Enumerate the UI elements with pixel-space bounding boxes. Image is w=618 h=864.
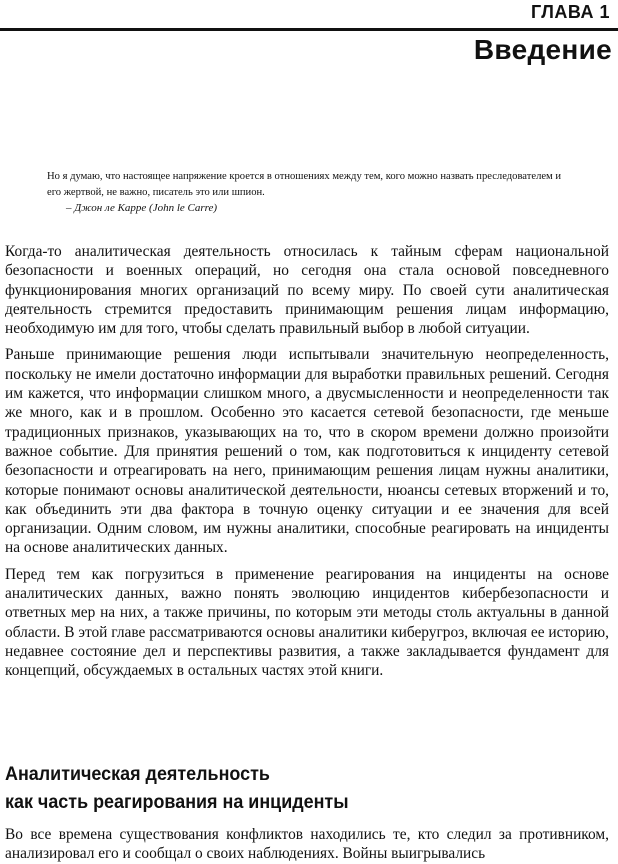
header-rule [0,28,618,31]
section-heading-line: как часть реагирования на инциденты [5,791,349,813]
epigraph-quote: Но я думаю, что настоящее напряжение кроется в отношениях между тем, кого можно назвать преследователем и его жертвой, не важно, писатель это или шпион. [47,171,562,198]
paragraph: Во все времена существования конфликтов находились те, кто следил за противником, анализировал его и сообщал о своих наблюдениях. Войны выигрывались [5,826,609,863]
section-body-text [5,825,609,864]
section-heading [5,760,561,816]
paragraph: Перед тем как погрузиться в применение реагирования на инциденты на основе аналитических данных, важно понять эволюцию инцидентов кибербезопасности и ответных мер на них, а также причины, по которым эти методы столь актуальны в данной области. В этой главе рассматриваются основы аналитики киберугроз, включая ее историю, недавнее состояние дел и перспективы развития, а также закладывается фундамент для концепций, обсуждаемых в остальных частях этой книги. [5,565,609,680]
chapter-title: Введение [473,34,612,65]
paragraph: Раньше принимающие решения люди испытывали значительную неопределенность, поскольку не имели достаточно информации для выработки правильных решений. Сегодня им кажется, что информации слишком много, а двусмысленности и неопределенности так же много, как и в прошлом. Особенно это касается сетевой безопасности, где меньше традиционных признаков, указывающих на то, что в скором времени должно произойти важное событие. Для принятия решений о том, как подготовиться к инциденту сетевой безопасности и отреагировать на него, принимающим решения лицам нужны аналитики, которые понимают основы аналитической деятельности, нюансы сетевых вторжений и то, как объединить эти два фактора в точную оценку ситуации и ее значения для всей организации. Одним словом, им нужны аналитики, способные реагировать на инциденты на основе аналитических данных. [5,346,609,557]
chapter-label: ГЛАВА 1 [531,2,610,22]
epigraph-attribution: – Джон ле Карре (John le Carre) [66,202,218,214]
body-text [5,242,609,688]
section-heading-line: Аналитическая деятельность [5,763,270,785]
paragraph: Когда-то аналитическая деятельность относилась к тайным сферам национальной безопасности и военных операций, но сегодня она стала основой повседневного функционирования многих организаций по всему миру. По своей сути аналитическая деятельность стремится предоставить принимающим решения лицам информацию, необходимую им для того, чтобы сделать правильный выбор в любой ситуации. [5,243,609,338]
